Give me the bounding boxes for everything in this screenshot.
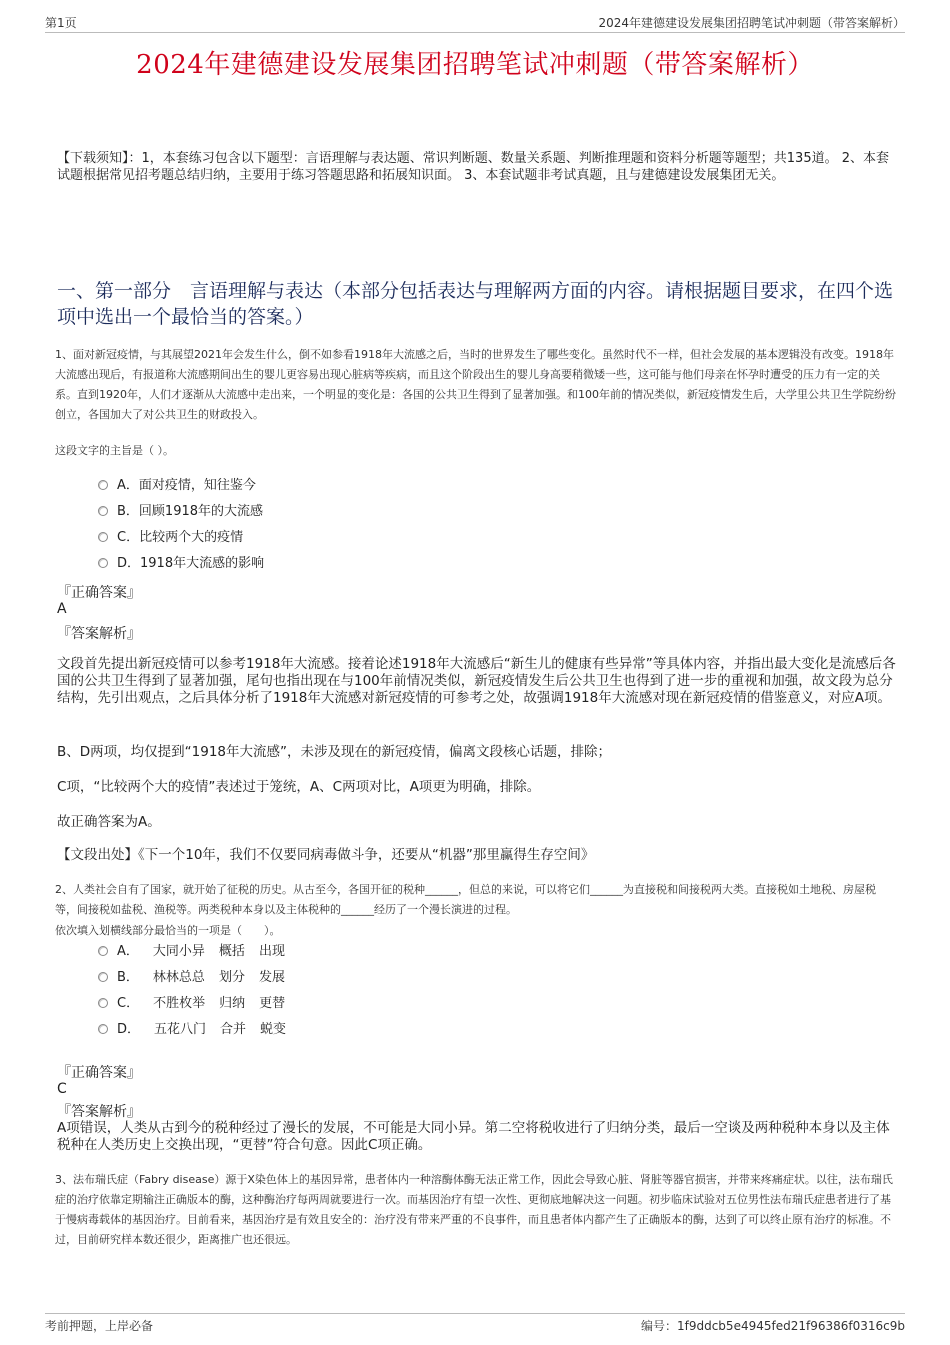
option-a[interactable]: A．面对疫情，知往鉴今 <box>98 473 598 499</box>
radio-icon[interactable] <box>98 998 108 1008</box>
radio-icon[interactable] <box>98 558 108 568</box>
option-d[interactable]: D．1918年大流感的影响 <box>98 551 598 577</box>
radio-icon[interactable] <box>98 946 108 956</box>
option-b[interactable]: B．回顾1918年的大流感 <box>98 499 598 525</box>
header-doc-title: 2024年建德建设发展集团招聘笔试冲刺题（带答案解析） <box>598 16 905 30</box>
radio-icon[interactable] <box>98 506 108 516</box>
analysis-label: 『答案解析』 <box>57 626 141 642</box>
source-citation: 【文段出处】《下一个10年，我们不仅要同病毒做斗争，还要从“机器”那里赢得生存空间》 <box>57 847 595 863</box>
question-3-text: 3、法布瑞氏症（Fabry disease）源于X染色体上的基因异常，患者体内一种溶酶体酶无法正常工作，因此会导致心脏、肾脏等器官损害，并带来疼痛症状。以往，法布瑞氏症的治疗依靠定期输注正确版本的酶，这种酶治疗每两周就要进行一次。而基因治疗有望一次性、更彻底地解决这一问题。初步临床试验对五位男性法布瑞氏症患者进行了基于慢病毒载体的基因治疗。目前看来，基因治疗是有效且安全的：治疗没有带来严重的不良事件，而且患者体内都产生了正确版本的酶，达到了可以终止原有治疗的标准。不过，目前研究样本数还很少，距离推广也还很远。 <box>55 1173 893 1246</box>
option-b[interactable]: B． 林林总总 划分 发展 <box>98 965 598 991</box>
answer-value: C <box>57 1081 67 1097</box>
page-footer <box>45 1313 905 1334</box>
option-c[interactable]: C． 不胜枚举 归纳 更替 <box>98 991 598 1017</box>
document-id: 编号：1f9ddcb5e4945fed21f96386f0316c9b <box>640 1319 905 1333</box>
question-1-options <box>98 473 598 577</box>
answer-value: A <box>57 601 67 617</box>
answer-label: 『正确答案』 <box>57 1065 141 1081</box>
footer-slogan: 考前押题，上岸必备 <box>45 1319 154 1333</box>
option-c[interactable]: C．比较两个大的疫情 <box>98 525 598 551</box>
answer-label: 『正确答案』 <box>57 585 141 601</box>
radio-icon[interactable] <box>98 532 108 542</box>
analysis-paragraph: A项错误，人类从古到今的税种经过了漫长的发展，不可能是大同小异。第二空将税收进行了归纳分类，最后一空谈及两种税种本身以及主体税种在人类历史上交换出现，“更替”符合句意。因此C项正确。 <box>57 1120 890 1153</box>
option-d[interactable]: D． 五花八门 合并 蜕变 <box>98 1017 598 1043</box>
radio-icon[interactable] <box>98 972 108 982</box>
analysis-paragraph: C项，“比较两个大的疫情”表述过于笼统，A、C两项对比，A项更为明确，排除。 <box>57 779 541 795</box>
page-number: 第1页 <box>45 16 77 30</box>
question-1-text: 1、面对新冠疫情，与其展望2021年会发生什么，倒不如参看1918年大流感之后，当时的世界发生了哪些变化。虽然时代不一样，但社会发展的基本逻辑没有改变。1918年大流感出现后，有报道称大流感期间出生的婴儿更容易出现心脏病等疾病，而且这个阶段出生的婴儿身高要稍微矮一些，这可能与他们母亲在怀孕时遭受的压力有一定的关系。直到1920年，人们才逐渐从大流感中走出来，一个明显的变化是：各国的公共卫生得到了显著加强。和100年前的情况类似，新冠疫情发生后，大学里公共卫生学院纷纷创立，各国加大了对公共卫生的财政投入。 <box>55 348 896 421</box>
analysis-paragraph: 故正确答案为A。 <box>57 814 161 830</box>
page-title: 2024年建德建设发展集团招聘笔试冲刺题（带答案解析） <box>136 50 814 80</box>
question-2-options <box>98 939 598 1043</box>
download-notice: 【下载须知】：1，本套练习包含以下题型：言语理解与表达题、常识判断题、数量关系题、判断推理题和资料分析题等题型；共135道。 2、本套试题根据常见招考题总结归纳，主要用于练习答题思路和拓展知识面。 3、本套试题非考试真题，且与建德建设发展集团无关。 <box>57 151 889 183</box>
radio-icon[interactable] <box>98 480 108 490</box>
radio-icon[interactable] <box>98 1024 108 1034</box>
analysis-label: 『答案解析』 <box>57 1104 141 1120</box>
question-2-text: 2、人类社会自有了国家，就开始了征税的历史。从古至今，各国开征的税种______，但总的来说，可以将它们______为直接税和间接税两大类。直接税如土地税、房屋税等，间接税如盐税、渔税等。两类税种本身以及主体税种的______经历了一个漫长演进的过程。 <box>55 883 876 916</box>
option-a[interactable]: A． 大同小异 概括 出现 <box>98 939 598 965</box>
question-2-prompt: 依次填入划横线部分最恰当的一项是（ ）。 <box>55 924 281 937</box>
page-header <box>45 12 905 33</box>
question-1-prompt: 这段文字的主旨是（ ）。 <box>55 444 174 457</box>
analysis-paragraph: 文段首先提出新冠疫情可以参考1918年大流感。接着论述1918年大流感后“新生儿的健康有些异常”等具体内容，并指出最大变化是流感后各国的公共卫生得到了显著加强，尾句也指出现在与100年前情况类似，新冠疫情发生后公共卫生也得到了进一步的重视和加强，故文段为总分结构，先引出观点，之后具体分析了1918年大流感对新冠疫情的可参考之处，故强调1918年大流感对现在新冠疫情的借鉴意义，对应A项。 <box>57 656 896 706</box>
section-heading: 一、第一部分 言语理解与表达（本部分包括表达与理解两方面的内容。请根据题目要求，在四个选项中选出一个最恰当的答案。） <box>57 280 894 328</box>
analysis-paragraph: B、D两项，均仅提到“1918年大流感”，未涉及现在的新冠疫情，偏离文段核心话题，排除； <box>57 744 611 760</box>
